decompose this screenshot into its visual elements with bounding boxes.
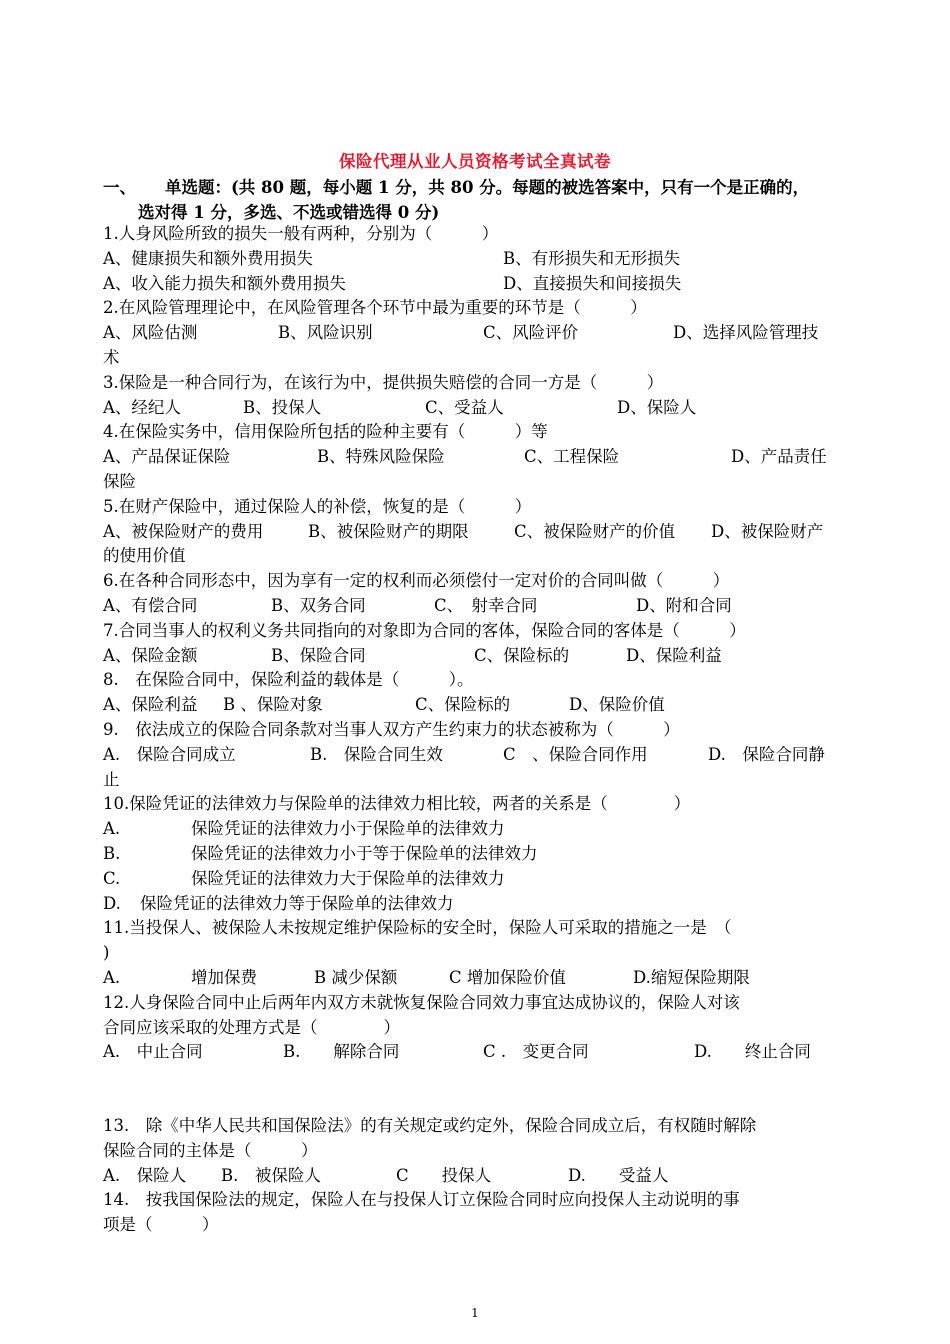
option: C、风险评价 [483, 323, 579, 343]
section-instructions-line1: 单选题：(共 80 题，每小题 1 分，共 80 分。每题的被选答案中，只有一个是正确的， [165, 178, 810, 197]
option: B. 解除合同 [283, 1042, 400, 1062]
section-instructions-line2: 选对得 1 分，多选、不选或错选得 0 分) [138, 203, 440, 222]
option-row [103, 396, 848, 421]
option: D.缩短保险期限 [633, 967, 750, 987]
option: 增加保费 [191, 967, 257, 987]
option: B、被保险财产的期限 [308, 521, 469, 541]
question-stem: 7.合同当事人的权利义务共同指向的对象即为合同的客体，保险合同的客体是（ ） [103, 620, 746, 640]
option: D. 保险合同静 [708, 744, 825, 764]
option-row [103, 445, 848, 470]
option: A、健康损失和额外费用损失 [103, 248, 313, 268]
option: A. 保险合同成立 [103, 744, 236, 764]
option-row [103, 693, 848, 718]
option: C、保险标的 [415, 695, 511, 715]
option-row [103, 520, 848, 545]
option: C、工程保险 [524, 447, 620, 467]
option-row [103, 892, 848, 917]
option-label: A. [103, 819, 121, 839]
option-row [103, 644, 848, 669]
option: B、特殊风险保险 [317, 447, 445, 467]
option: D. 受益人 [568, 1165, 669, 1185]
option: C、 射幸合同 [434, 595, 538, 615]
option: A、经纪人 [103, 397, 181, 417]
option-continuation: 止 [103, 769, 120, 789]
question-stem: 8. 在保险合同中，保险利益的载体是（ ）。 [103, 670, 474, 690]
option: A. 中止合同 [103, 1042, 203, 1062]
option: 保险凭证的法律效力小于等于保险单的法律效力 [191, 843, 538, 863]
stem-continuation: ) [103, 943, 110, 963]
option-label: C. [103, 868, 121, 888]
page-number: 1 [471, 1306, 479, 1320]
option: C、保险标的 [474, 645, 570, 665]
option: C 投保人 [396, 1165, 492, 1185]
stem-continuation: 合同应该采取的处理方式是（ ） [103, 1017, 400, 1037]
question-stem: 12.人身保险合同中止后两年内双方未就恢复保险合同效力事宜达成协议的，保险人对该 [103, 992, 740, 1012]
document-title: 保险代理从业人员资格考试全真试卷 [339, 152, 611, 171]
option: D、产品责任 [731, 447, 827, 467]
question-stem: 10.保险凭证的法律效力与保险单的法律效力相比较，两者的关系是（ ） [103, 794, 691, 814]
option: B、保险合同 [271, 645, 366, 665]
option-row [103, 817, 848, 842]
option-label: D. [103, 893, 121, 913]
option-row [103, 743, 848, 768]
question-stem: 5.在财产保险中，通过保险人的补偿，恢复的是（ ） [103, 496, 532, 516]
option: A、有偿合同 [103, 595, 198, 615]
option-row [103, 1040, 848, 1065]
question-stem: 14. 按我国保险法的规定，保险人在与投保人订立保险合同时应向投保人主动说明的事 [103, 1190, 740, 1210]
option: D、选择风险管理技 [673, 323, 819, 343]
option: C、被保险财产的价值 [514, 521, 676, 541]
option: B 、保险对象 [223, 695, 323, 715]
option: B、有形损失和无形损失 [503, 248, 681, 268]
option-label: B. [103, 843, 121, 863]
option: A、保险金额 [103, 645, 198, 665]
option: D、直接损失和间接损失 [503, 273, 682, 293]
option: D、附和合同 [636, 595, 732, 615]
option-row [103, 247, 848, 272]
option: 保险凭证的法律效力小于保险单的法律效力 [191, 819, 505, 839]
option: C 、保险合同作用 [503, 744, 648, 764]
stem-continuation: 项是（ ） [103, 1215, 219, 1235]
option: B. 被保险人 [221, 1165, 321, 1185]
option: 保险凭证的法律效力大于保险单的法律效力 [191, 868, 505, 888]
question-stem: 1.人身风险所致的损失一般有两种，分别为（ ） [103, 224, 499, 243]
option: D、保险价值 [569, 695, 665, 715]
question-stem: 2.在风险管理理论中，在风险管理各个环节中最为重要的环节是（ ） [103, 298, 647, 318]
question-stem: 11.当投保人、被保险人未按规定维护保险标的安全时，保险人可采取的措施之一是 （ [103, 918, 732, 938]
question-stem: 4.在保险实务中，信用保险所包括的险种主要有（ ）等 [103, 422, 548, 442]
option-row [103, 842, 848, 867]
option-continuation: 保险 [103, 471, 136, 491]
option: A、产品保证保险 [103, 447, 231, 467]
section-heading [103, 175, 863, 225]
question-list [103, 222, 848, 1238]
option: B、双务合同 [271, 595, 366, 615]
section-number: 一、 [103, 178, 136, 197]
question-stem: 9. 依法成立的保险合同条款对当事人双方产生约束力的状态被称为（ ） [103, 719, 680, 739]
option: A、收入能力损失和额外费用损失 [103, 273, 346, 293]
option-continuation: 术 [103, 347, 120, 367]
question-stem: 6.在各种合同形态中，因为享有一定的权利而必须偿付一定对价的合同叫做（ ） [103, 571, 730, 591]
blank-gap [103, 1065, 848, 1114]
option: B、投保人 [243, 397, 322, 417]
question-stem: 13. 除《中华人民共和国保险法》的有关规定或约定外，保险合同成立后，有权随时解除 [103, 1116, 757, 1136]
option-row [103, 1164, 848, 1189]
stem-continuation: 保险合同的主体是（ ） [103, 1140, 318, 1160]
option-row [103, 594, 848, 619]
option-row [103, 321, 848, 346]
question-stem: 3.保险是一种合同行为，在该行为中，提供损失赔偿的合同一方是（ ） [103, 372, 664, 392]
option: C、受益人 [425, 397, 504, 417]
option: 保险凭证的法律效力等于保险单的法律效力 [140, 893, 454, 913]
option: B 减少保额 [314, 967, 398, 987]
option: D、被保险财产 [711, 521, 824, 541]
option: B、风险识别 [278, 323, 373, 343]
option-row [103, 966, 848, 991]
option: D、保险人 [617, 397, 697, 417]
option: A. 保险人 [103, 1165, 187, 1185]
option-label: A. [103, 967, 121, 987]
option: A、风险估测 [103, 323, 198, 343]
option: D、保险利益 [626, 645, 722, 665]
option: A、保险利益 [103, 695, 198, 715]
option-row [103, 272, 848, 297]
option: A、被保险财产的费用 [103, 521, 264, 541]
option: B. 保险合同生效 [310, 744, 443, 764]
option-row [103, 867, 848, 892]
option: C 增加保险价值 [449, 967, 566, 987]
option: D. 终止合同 [694, 1042, 811, 1062]
option-continuation: 的使用价值 [103, 546, 186, 566]
option: C . 变更合同 [483, 1042, 589, 1062]
